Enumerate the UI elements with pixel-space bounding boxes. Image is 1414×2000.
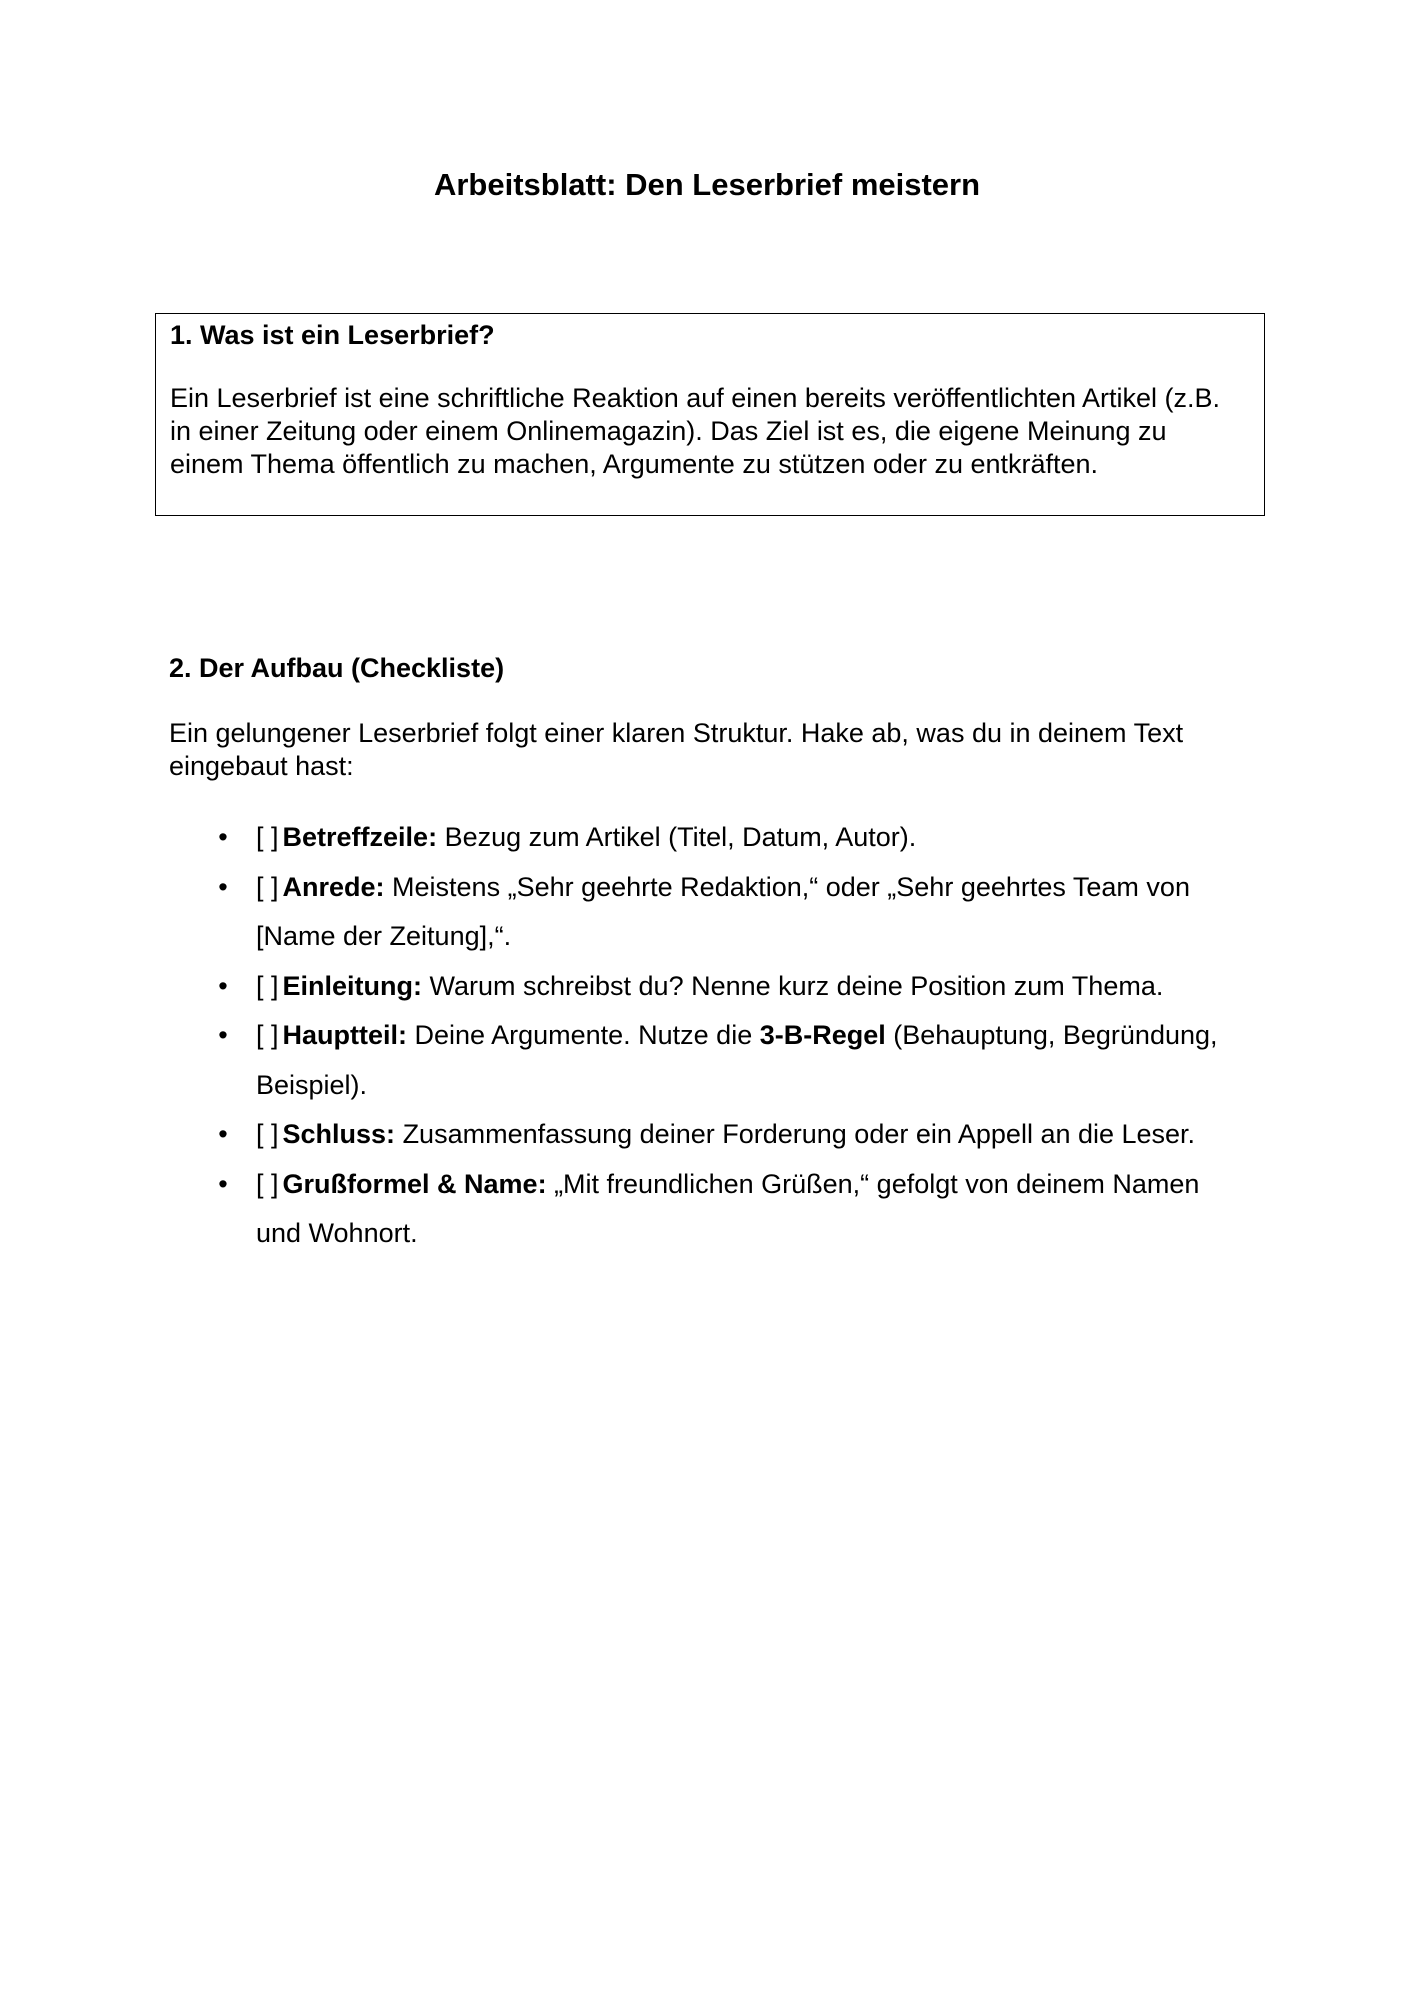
item-label: Einleitung: — [282, 970, 422, 1001]
item-text: Bezug zum Artikel (Titel, Datum, Autor). — [437, 822, 917, 852]
checklist-item-anrede — [169, 863, 1249, 962]
checkbox-marker[interactable]: [ ] — [256, 1119, 279, 1149]
item-text: Deine Argumente. Nutze die — [407, 1020, 760, 1050]
section-2-intro: Ein gelungener Leserbrief folgt einer klaren Struktur. Hake ab, was du in deinem Text eingebaut hast: — [169, 718, 1184, 781]
bullet-icon: • — [218, 1168, 228, 1199]
section-1-text: Ein Leserbrief ist eine schriftliche Reaktion auf einen bereits veröffentlichten Artikel (z.B. in einer Zeitung oder einem Onlinemagazin). Das Ziel ist es, die eigene Meinung zu einem Thema öffentlich zu machen, Argumente zu stützen oder zu entkräften. — [170, 383, 1221, 479]
item-label: Grußformel & Name: — [282, 1168, 547, 1199]
checkbox-marker[interactable]: [ ] — [256, 970, 279, 1001]
checklist-item-hauptteil — [169, 1011, 1249, 1110]
checklist-item-schluss — [169, 1110, 1249, 1160]
page-title: Arbeitsblatt: Den Leserbrief meistern — [433, 167, 981, 202]
bullet-icon: • — [218, 970, 228, 1001]
item-label: Schluss: — [282, 1119, 396, 1149]
item-label: Hauptteil: — [282, 1020, 408, 1050]
definition-box — [155, 313, 1265, 516]
bullet-icon: • — [218, 1020, 228, 1050]
item-text: „Mit freundlichen Grüßen,“ gefolgt von deinem Namen und Wohnort. — [256, 1168, 1200, 1248]
checkbox-marker[interactable]: [ ] — [256, 1020, 279, 1050]
item-label: Betreffzeile: — [282, 822, 438, 852]
item-text: Zusammenfassung deiner Forderung oder ein Appell an die Leser. — [395, 1119, 1196, 1149]
section-1-heading: 1. Was ist ein Leserbrief? — [170, 320, 495, 350]
structure-checklist — [169, 813, 1249, 1259]
bullet-icon: • — [218, 871, 228, 902]
checklist-item-betreffzeile — [169, 813, 1249, 863]
bullet-icon: • — [218, 822, 228, 852]
bullet-icon: • — [218, 1119, 228, 1149]
item-rule-name: 3-B-Regel — [759, 1020, 886, 1050]
item-label: Anrede: — [282, 871, 385, 902]
checklist-item-grussformel — [169, 1160, 1249, 1259]
checklist-item-einleitung — [169, 962, 1249, 1012]
item-text-continued: (Behauptung, Begründung, Beispiel). — [256, 1020, 1218, 1100]
checkbox-marker[interactable]: [ ] — [256, 822, 279, 852]
item-text: Warum schreibst du? Nenne kurz deine Position zum Thema. — [422, 970, 1164, 1001]
checkbox-marker[interactable]: [ ] — [256, 871, 279, 902]
item-text: Meistens „Sehr geehrte Redaktion,“ oder „Sehr geehrtes Team von [Name der Zeitung],“. — [256, 871, 1190, 951]
checkbox-marker[interactable]: [ ] — [256, 1168, 279, 1199]
section-2-heading: 2. Der Aufbau (Checkliste) — [169, 653, 505, 683]
